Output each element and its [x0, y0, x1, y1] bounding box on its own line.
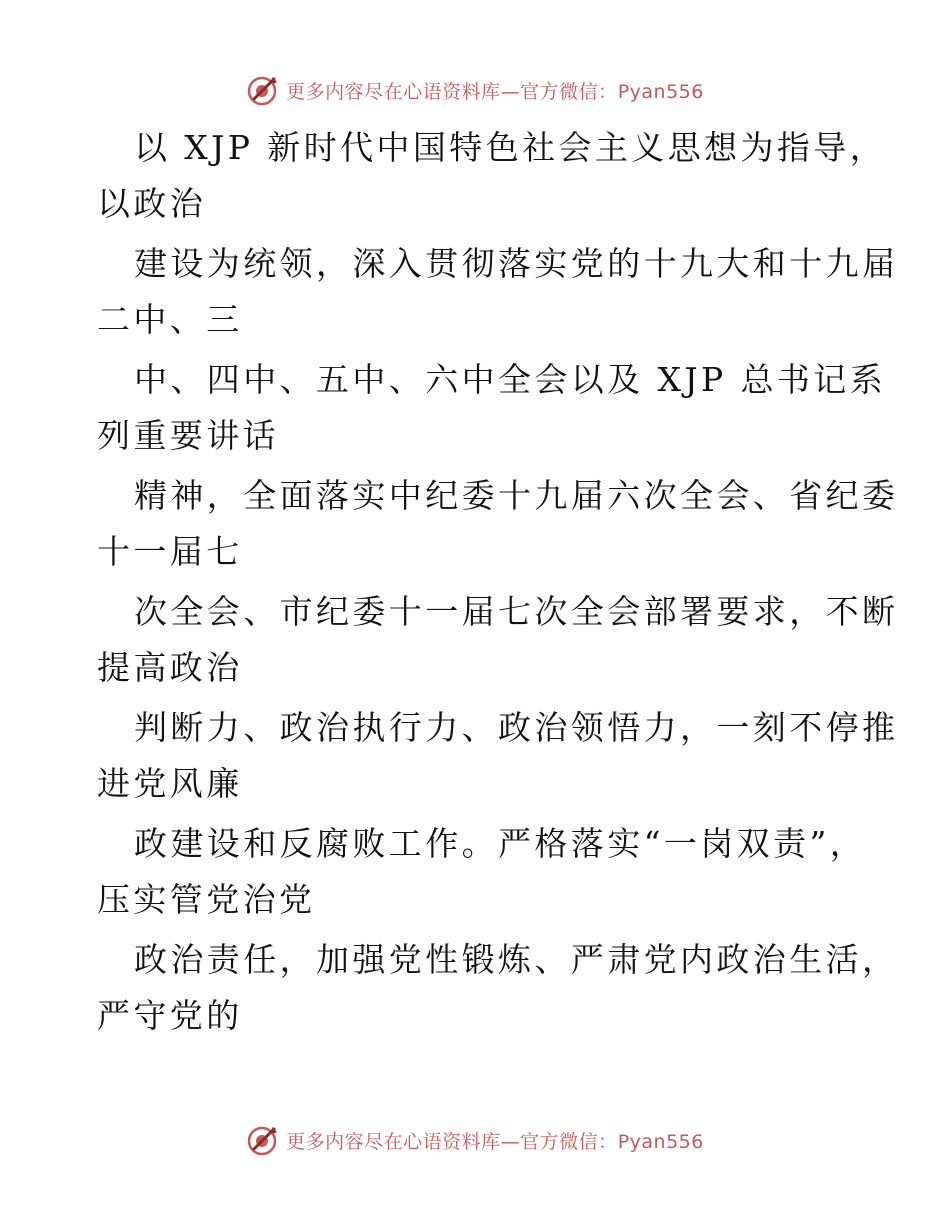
text-line-group [0, 352, 950, 468]
watermark-text: 更多内容尽在心语资料库—官方微信：Pyan556 [286, 1130, 704, 1153]
header-watermark [0, 70, 950, 110]
text-line: 列重要讲话 [97, 416, 279, 455]
text-line: 中、四中、五中、六中全会以及 XJP 总书记系 [134, 360, 887, 399]
footer-watermark [0, 1120, 950, 1160]
text-line: 次全会、市纪委十一届七次全会部署要求，不断 [134, 592, 899, 631]
text-line: 提高政治 [97, 648, 243, 687]
text-line-group [0, 120, 950, 236]
text-line-group [0, 700, 950, 816]
logo-icon [246, 73, 280, 107]
text-line: 判断力、政治执行力、政治领悟力，一刻不停推 [134, 708, 899, 747]
document-body [0, 120, 950, 1048]
text-line: 以政治 [97, 184, 207, 223]
text-line: 政建设和反腐败工作。严格落实“一岗双责”， [134, 824, 867, 863]
watermark-text: 更多内容尽在心语资料库—官方微信：Pyan556 [286, 80, 704, 103]
text-line: 政治责任，加强党性锻炼、严肃党内政治生活， [134, 940, 899, 979]
text-line: 严守党的 [97, 996, 243, 1035]
text-line-group [0, 932, 950, 1048]
text-line-group [0, 816, 950, 932]
text-line-group [0, 584, 950, 700]
text-line: 建设为统领，深入贯彻落实党的十九大和十九届 [134, 244, 899, 283]
text-line: 十一届七 [97, 532, 243, 571]
text-line: 进党风廉 [97, 764, 243, 803]
text-line-group [0, 236, 950, 352]
text-line: 以 XJP 新时代中国特色社会主义思想为指导， [134, 128, 887, 167]
text-line: 精神，全面落实中纪委十九届六次全会、省纪委 [134, 476, 899, 515]
text-line: 压实管党治党 [97, 880, 316, 919]
text-line: 二中、三 [97, 300, 243, 339]
text-line-group [0, 468, 950, 584]
logo-icon [246, 1123, 280, 1157]
